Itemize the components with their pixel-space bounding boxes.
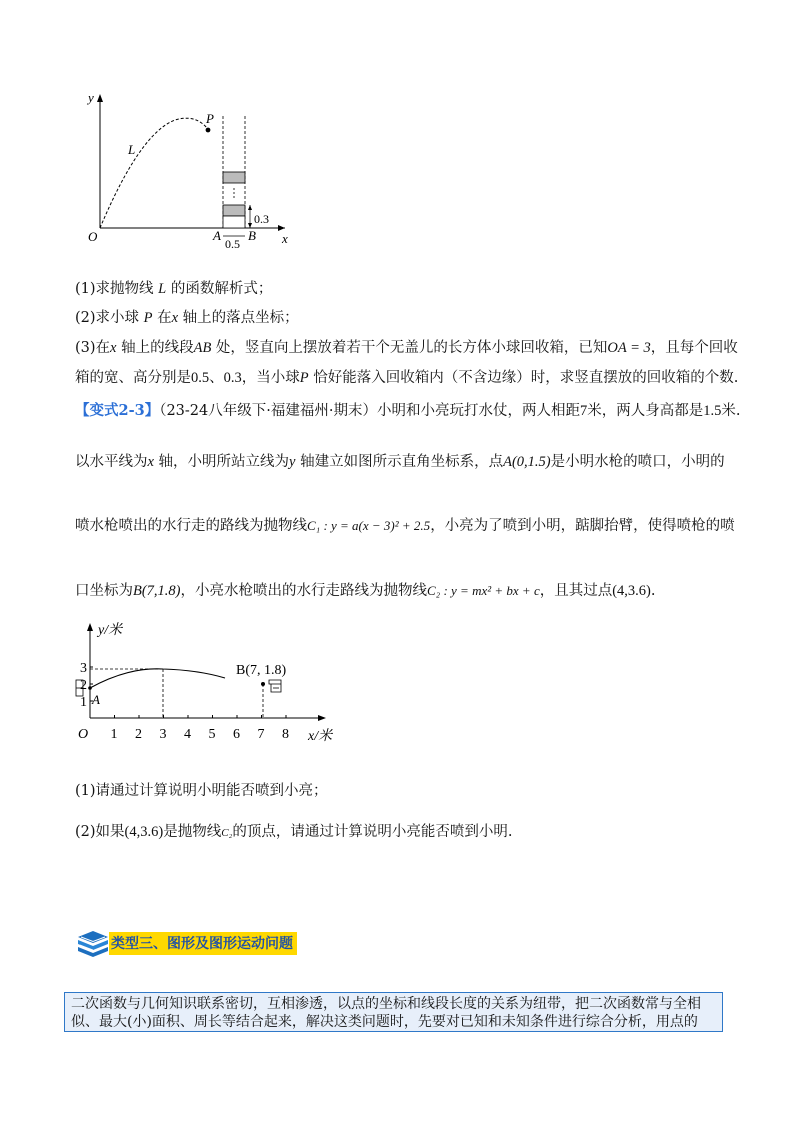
point-b-label: B — [248, 228, 256, 243]
x-tick-label: 1 — [110, 727, 118, 742]
x-tick-label: 7 — [257, 727, 265, 742]
question-1: (1)求抛物线 L 的函数解析式； — [75, 281, 273, 297]
y-axis-label: y/米 — [98, 623, 123, 638]
x-tick-label: 6 — [233, 727, 240, 742]
height-label: 0.3 — [254, 212, 269, 226]
figure-water-gun — [68, 618, 358, 758]
books-stack-icon — [75, 925, 111, 959]
x-tick-label: 3 — [159, 727, 167, 742]
intro-box — [64, 992, 723, 1032]
variant-tag: 【变式2-3】 — [75, 402, 160, 419]
y-axis-label: y — [88, 90, 94, 105]
x-axis-label: x — [282, 231, 288, 246]
x-tick-label: 2 — [135, 727, 142, 742]
y-tick-label: 3 — [80, 661, 87, 676]
point-b — [261, 682, 265, 686]
intro-line-2: 似、最大(小)面积、周长等结合起来，解决这类问题时，先要对已知和未知条件进行综合分析，用点的 — [71, 1014, 698, 1030]
x-tick-label: 4 — [184, 727, 191, 742]
water-gun-right-icon — [269, 680, 281, 692]
variant-question-2: (2)如果(4,3.6)是抛物线C₂的顶点，请通过计算说明小亮能否喷到小明. — [75, 824, 513, 840]
curve-label: L — [128, 142, 136, 157]
x-tick-label: 8 — [282, 727, 289, 742]
y-tick-label: 2 — [80, 678, 87, 693]
point-a-label: A — [213, 228, 221, 243]
point-b-label: B(7, 1.8) — [236, 663, 287, 678]
intro-line-1: 二次函数与几何知识联系密切，互相渗透，以点的坐标和线段长度的关系为纽带，把二次函数常与全相 — [71, 996, 701, 1012]
y-tick-label: 1 — [80, 695, 87, 710]
point-p — [206, 128, 211, 133]
origin-label: O — [88, 229, 98, 244]
variant-line-2: 以水平线为x 轴，小明所站立线为y 轴建立如图所示直角坐标系，点A(0,1.5)是小明水枪的喷口，小明的 — [75, 454, 725, 470]
section-header — [75, 925, 307, 959]
point-a — [88, 686, 92, 690]
point-a-label: A — [92, 692, 100, 707]
width-label: 0.5 — [225, 237, 240, 248]
variant-line-4: 口坐标为B(7,1.8)，小亮水枪喷出的水行走路线为抛物线C₂ : y = mx² + bx + c，且其过点(4,3.6). — [75, 583, 656, 599]
point-p-label: P — [206, 111, 214, 126]
figure-ball-parabola — [80, 88, 310, 248]
section-title: 类型三、图形及图形运动问题 — [109, 932, 297, 955]
variant-line-1: 【变式2-3】（23-24八年级下·福建福州·期末）小明和小亮玩打水仗，两人相距7米，两人身高都是1.5米. — [75, 402, 741, 419]
recycle-box — [223, 205, 245, 216]
question-2: (2)求小球 P 在x 轴上的落点坐标； — [75, 310, 299, 326]
question-3-line-2: 箱的宽、高分别是0.5、0.3，当小球P 恰好能落入回收箱内（不含边缘）时，求竖直摆放的回收箱的个数. — [75, 370, 739, 386]
recycle-box — [223, 172, 245, 183]
x-tick-label: 5 — [208, 727, 216, 742]
variant-line-3: 喷水枪喷出的水行走的路线为抛物线C₁ : y = a(x − 3)² + 2.5，小亮为了喷到小明，踮脚抬臂，使得喷枪的喷 — [75, 518, 735, 534]
x-axis-label: x/米 — [308, 729, 333, 744]
variant-question-1: (1)请通过计算说明小明能否喷到小亮； — [75, 783, 328, 799]
question-3-line-1: (3)在x 轴上的线段AB 处，竖直向上摆放着若干个无盖儿的长方体小球回收箱，已知OA = 3，且每个回收 — [75, 340, 738, 356]
origin-label: O — [78, 727, 89, 742]
